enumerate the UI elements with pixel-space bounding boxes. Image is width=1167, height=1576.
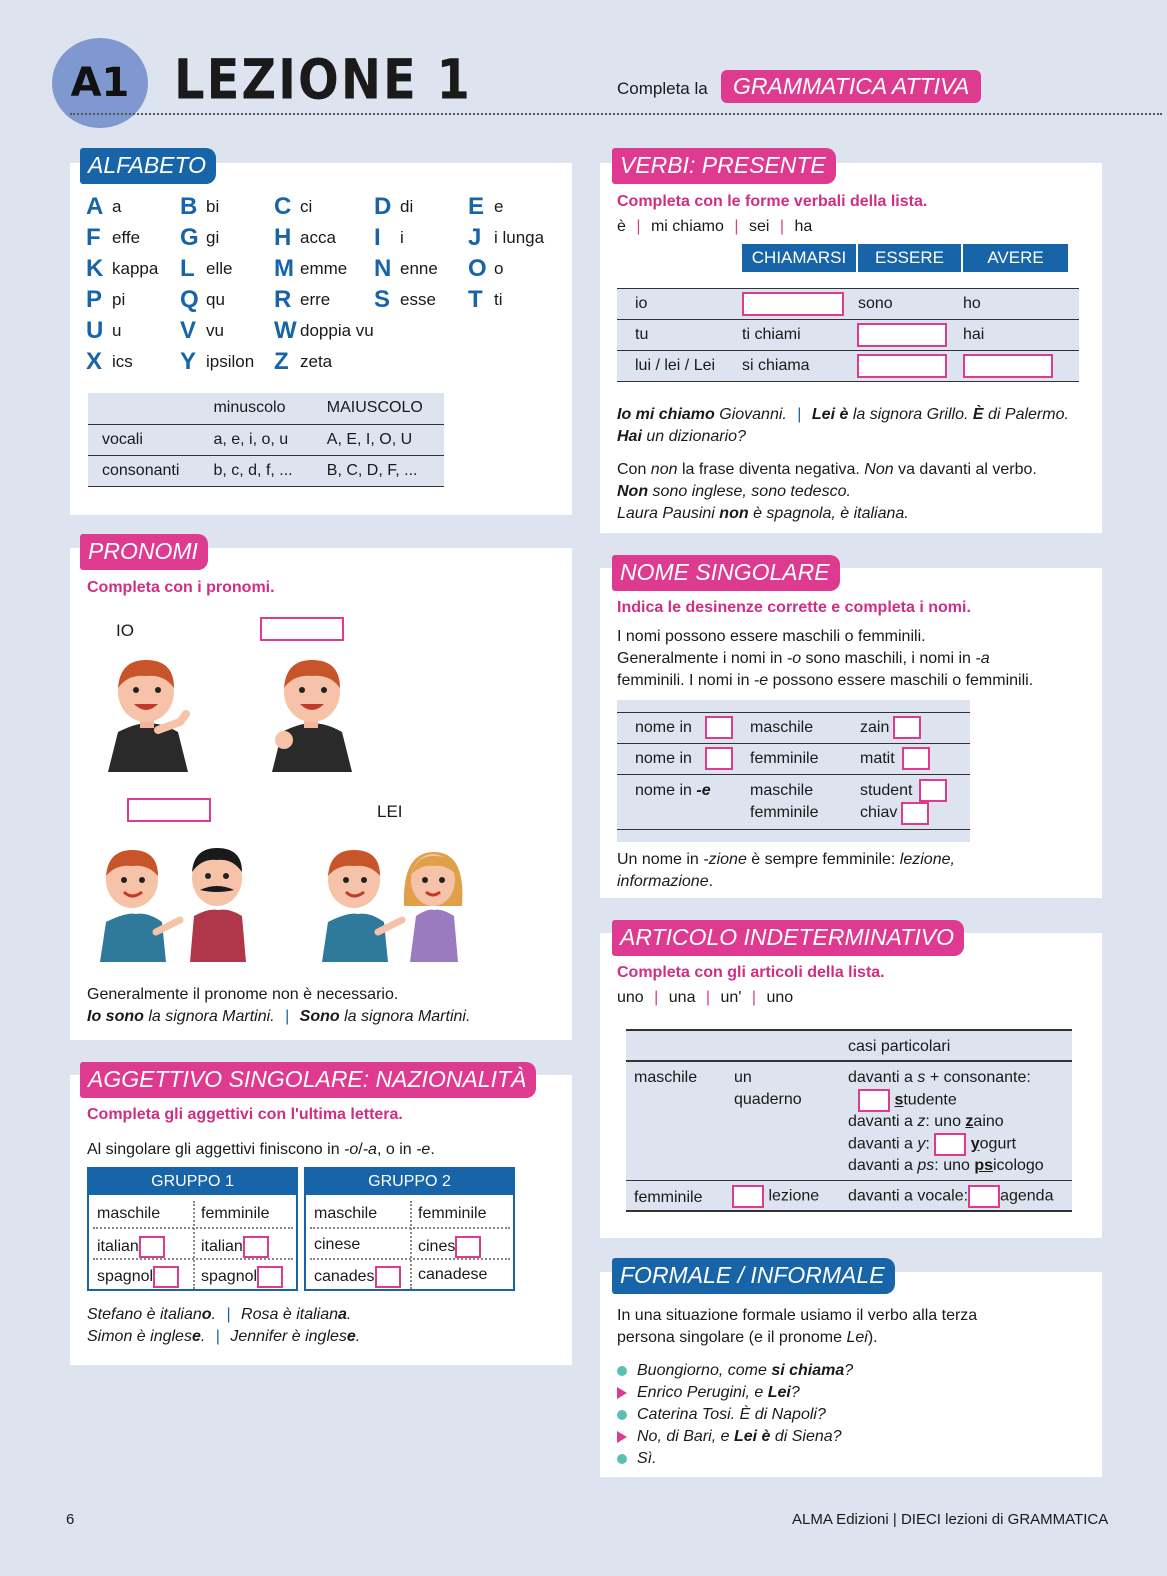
alphabet-letter: E e (468, 193, 504, 220)
verbi-example-2: Hai un dizionario? (617, 428, 746, 445)
header-cta-text: Completa la (617, 79, 708, 98)
page-number: 6 (66, 1511, 75, 1528)
alphabet-letter: H acca (274, 224, 336, 251)
articolo-table: casi particolari maschile un quaderno davanti a s + consonante: studente davanti a z: uno zaino davanti a y: yogurt davanti a ps: uno psicologo femminile lezione davanti a vocale: agenda (626, 1029, 1072, 1212)
table-row: nome in maschile zain (617, 712, 970, 742)
verb-answer-box[interactable] (857, 323, 947, 347)
articolo-instruction: Completa con gli articoli della lista. (617, 964, 885, 981)
column-header: ESSERE (858, 244, 961, 272)
alphabet-letter: K kappa (86, 255, 159, 282)
article-answer-box[interactable] (732, 1185, 764, 1208)
ending-box[interactable] (139, 1236, 165, 1258)
column-header: AVERE (963, 244, 1068, 272)
pronomi-example: Io sono la signora Martini. | Sono la signora Martini. (87, 1008, 471, 1025)
nome-zione-note-2: informazione. (617, 873, 714, 890)
alphabet-letter: D di (374, 193, 414, 220)
illustration-boy-pointing-self (98, 652, 198, 772)
table-row: tu ti chiami hai (617, 319, 1079, 350)
gruppo-1-header: GRUPPO 1 (89, 1169, 296, 1195)
alphabet-letter: W doppia vu (274, 317, 374, 344)
speaker-dot-icon (617, 1410, 627, 1420)
nome-table (617, 700, 970, 842)
nome-instruction: Indica le desinenze corrette e completa i nomi. (617, 599, 971, 616)
articolo-title: ARTICOLO INDETERMINATIVO (612, 920, 964, 956)
formale-rule-2: persona singolare (e il pronome Lei). (617, 1329, 878, 1346)
table-row: io sono ho (617, 288, 1079, 319)
alphabet-letter: O o (468, 255, 504, 282)
grammatica-attiva-label: GRAMMATICA ATTIVA (721, 70, 981, 103)
casi-particolari-header: casi particolari (848, 1038, 951, 1055)
article-answer-box[interactable] (934, 1133, 966, 1156)
nome-rule-3: femminili. I nomi in -e possono essere maschili o femminili. (617, 672, 1034, 689)
lesson-title: LEZIONE 1 (174, 47, 472, 113)
aggettivo-examples-2: Simon è inglese. | Jennifer è inglese. (87, 1328, 361, 1345)
table-row: vocali a, e, i, o, u A, E, I, O, U (88, 424, 444, 455)
table-row: lui / lei / Lei si chiama (617, 350, 1079, 382)
articolo-word-list: uno | una | un' | uno (617, 989, 794, 1006)
nome-zione-note: Un nome in -zione è sempre femminile: lezione, (617, 851, 955, 868)
pronoun-answer-box[interactable] (260, 617, 344, 641)
header-divider (70, 113, 1162, 115)
alphabet-letter: G gi (180, 224, 220, 251)
dialogue-line: Caterina Tosi. È di Napoli? (617, 1404, 826, 1426)
dialogue-line: Buongiorno, come si chiama? (617, 1360, 853, 1382)
verbi-negation-example-2: Laura Pausini non è spagnola, è italiana. (617, 505, 909, 522)
alphabet-letter: I i (374, 224, 404, 251)
alphabet-letter: N enne (374, 255, 438, 282)
alphabet-letter: F effe (86, 224, 141, 251)
speaker-triangle-icon (617, 1431, 627, 1443)
alphabet-letter: Z zeta (274, 348, 333, 375)
speaker-triangle-icon (617, 1387, 627, 1399)
ending-box[interactable] (901, 802, 929, 825)
ending-box[interactable] (902, 747, 930, 770)
verb-answer-box[interactable] (857, 354, 947, 378)
aggettivo-instruction: Completa gli aggettivi con l'ultima lettera. (87, 1106, 403, 1123)
verbi-negation-rule: Con non la frase diventa negativa. Non va davanti al verbo. (617, 461, 1037, 478)
alphabet-letter: U u (86, 317, 122, 344)
ending-box[interactable] (705, 747, 733, 770)
alphabet-letter: S esse (374, 286, 436, 313)
alphabet-letter (468, 320, 558, 342)
pronoun-answer-box[interactable] (127, 798, 211, 822)
table-row: consonanti b, c, d, f, ... B, C, D, F, ... (88, 455, 444, 486)
alphabet-letter: J i lunga (468, 224, 545, 251)
column-header: CHIAMARSI (742, 244, 856, 272)
dialogue-line: Sì. (617, 1448, 657, 1470)
table-row: minuscolo MAIUSCOLO (88, 393, 444, 424)
formale-rule-1: In una situazione formale usiamo il verbo alla terza (617, 1307, 978, 1324)
table-row: nome in femminile matit (617, 743, 970, 774)
alphabet-letter: V vu (180, 317, 224, 344)
pronomi-title: PRONOMI (80, 534, 208, 570)
ending-box[interactable] (243, 1236, 269, 1258)
alphabet-letter (374, 320, 468, 342)
alphabet-letter: Y ipsilon (180, 348, 255, 375)
illustration-boy-and-man (96, 846, 246, 962)
alphabet-letter: Q qu (180, 286, 225, 313)
aggettivo-rule: Al singolare gli aggettivi finiscono in -o/-a, o in -e. (87, 1141, 435, 1158)
nome-title: NOME SINGOLARE (612, 555, 840, 591)
alfabeto-title: ALFABETO (80, 148, 216, 184)
ending-box[interactable] (375, 1266, 401, 1288)
gruppo-1-table: GRUPPO 1 maschile femminile italian italian spagnol spagnol (87, 1167, 298, 1291)
ending-box[interactable] (893, 716, 921, 739)
speaker-dot-icon (617, 1454, 627, 1464)
ending-box[interactable] (257, 1266, 283, 1288)
pronoun-label-io: IO (116, 621, 134, 640)
verbi-example-1: Io mi chiamo Giovanni. | Lei è la signora Grillo. È di Palermo. (617, 406, 1069, 423)
alphabet-grid (86, 193, 558, 375)
alphabet-letter: B bi (180, 193, 220, 220)
alphabet-letter (374, 351, 468, 373)
ending-box[interactable] (455, 1236, 481, 1258)
illustration-boy-and-woman (318, 846, 468, 962)
table-row: nome in -e maschile femminile student chiav (617, 774, 970, 830)
nome-rule-1: I nomi possono essere maschili o femminili. (617, 628, 926, 645)
article-answer-box[interactable] (858, 1089, 890, 1112)
alphabet-letter: X ics (86, 348, 133, 375)
alphabet-letter (468, 351, 558, 373)
alphabet-letter: R erre (274, 286, 331, 313)
aggettivo-examples-1: Stefano è italiano. | Rosa è italiana. (87, 1306, 352, 1323)
speaker-dot-icon (617, 1366, 627, 1376)
article-answer-box[interactable] (968, 1185, 1000, 1208)
aggettivo-title: AGGETTIVO SINGOLARE: NAZIONALITÀ (80, 1062, 536, 1098)
gruppo-2-table: GRUPPO 2 maschile femminile cinese cines canades canadese (304, 1167, 515, 1291)
pronomi-note: Generalmente il pronome non è necessario. (87, 986, 399, 1003)
alphabet-letter: T ti (468, 286, 503, 313)
ending-box[interactable] (705, 716, 733, 739)
alphabet-letter: M emme (274, 255, 348, 282)
dialogue-line: No, di Bari, e Lei è di Siena? (617, 1426, 842, 1448)
ending-box[interactable] (153, 1266, 179, 1288)
formale-title: FORMALE / INFORMALE (612, 1258, 895, 1294)
ending-box[interactable] (919, 779, 947, 802)
nome-rule-2: Generalmente i nomi in -o sono maschili, i nomi in -a (617, 650, 990, 667)
alphabet-letter: C ci (274, 193, 313, 220)
alphabet-letter: P pi (86, 286, 126, 313)
verbi-negation-example-1: Non sono inglese, sono tedesco. (617, 483, 851, 500)
alphabet-letter: A a (86, 193, 122, 220)
footer-credit: ALMA Edizioni | DIECI lezioni di GRAMMATICA (792, 1511, 1109, 1528)
verb-answer-box[interactable] (742, 292, 844, 316)
dialogue-line: Enrico Perugini, e Lei? (617, 1382, 800, 1404)
alphabet-letter: L elle (180, 255, 233, 282)
level-badge: A1 (52, 38, 148, 128)
verbi-word-list: è | mi chiamo | sei | ha (617, 218, 813, 235)
pronoun-label-lei: LEI (377, 802, 403, 821)
pronomi-instruction: Completa con i pronomi. (87, 579, 275, 596)
verbi-instruction: Completa con le forme verbali della lista. (617, 193, 928, 210)
alphabet-table (88, 393, 444, 487)
gruppo-2-header: GRUPPO 2 (306, 1169, 513, 1195)
verb-answer-box[interactable] (963, 354, 1053, 378)
illustration-boy-pointing-other (262, 652, 362, 772)
verbi-title: VERBI: PRESENTE (612, 148, 836, 184)
